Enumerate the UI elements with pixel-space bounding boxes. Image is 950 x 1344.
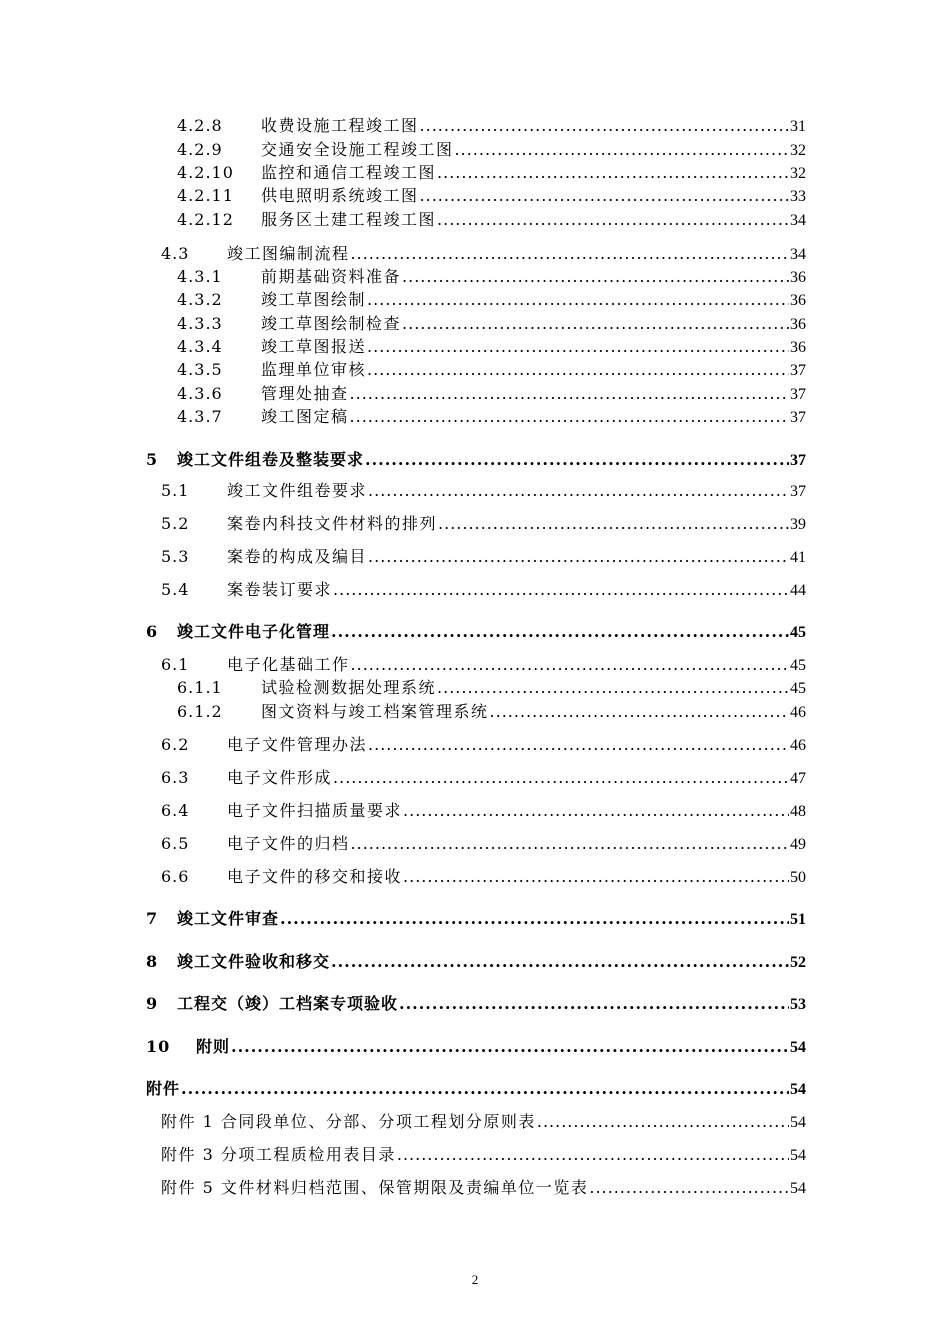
toc-entry-title: 前期基础资料准备 xyxy=(261,267,402,286)
toc-entry-page: 45 xyxy=(790,680,806,697)
toc-entry-number: 4.3.2 xyxy=(177,290,223,309)
toc-entry-number: 4.3 xyxy=(161,244,190,263)
toc-entry-title: 服务区土建工程竣工图 xyxy=(261,210,437,229)
toc-entry-title: 竣工草图绘制检查 xyxy=(261,314,402,333)
toc-entry-page: 32 xyxy=(790,142,806,159)
toc-entry[interactable] xyxy=(146,909,806,930)
toc-entry-page: 33 xyxy=(790,188,806,205)
toc-entry[interactable] xyxy=(146,1037,806,1058)
toc-entry-title: 供电照明系统竣工图 xyxy=(261,186,419,205)
toc-dot-leader xyxy=(367,290,789,310)
toc-entry-title: 竣工草图报送 xyxy=(261,337,367,356)
toc-entry[interactable] xyxy=(146,994,806,1015)
toc-dot-leader xyxy=(490,702,789,722)
toc-entry[interactable] xyxy=(177,290,806,311)
toc-dot-leader xyxy=(350,384,789,404)
toc-entry-page: 46 xyxy=(790,704,806,721)
toc-entry[interactable] xyxy=(146,952,806,973)
toc-entry-number: 5.1 xyxy=(161,481,190,500)
toc-entry-number: 6.2 xyxy=(161,735,190,754)
toc-entry-title: 试验检测数据处理系统 xyxy=(261,678,437,697)
toc-dot-leader xyxy=(181,1079,789,1099)
toc-dot-leader xyxy=(403,867,789,887)
toc-entry[interactable] xyxy=(161,547,806,568)
toc-entry-page: 32 xyxy=(790,165,806,182)
toc-entry-page: 34 xyxy=(790,246,806,263)
toc-entry-number: 5 xyxy=(146,450,159,469)
toc-entry-number: 10 xyxy=(146,1037,171,1056)
toc-entry[interactable] xyxy=(161,1178,806,1199)
toc-entry-page: 36 xyxy=(790,292,806,309)
toc-entry-number: 4.3.3 xyxy=(177,314,223,333)
toc-entry-title: 附则 xyxy=(196,1037,231,1056)
toc-entry[interactable] xyxy=(161,514,806,535)
toc-entry-title: 竣工文件验收和移交 xyxy=(177,952,331,971)
toc-dot-leader xyxy=(365,450,789,470)
toc-entry-page: 50 xyxy=(790,869,806,886)
toc-entry-number: 4.2.8 xyxy=(177,116,223,135)
toc-entry-title: 附件 1 合同段单位、分部、分项工程划分原则表 xyxy=(161,1112,536,1131)
toc-dot-leader xyxy=(399,994,789,1014)
toc-entry-page: 54 xyxy=(790,1081,806,1098)
toc-entry-number: 6 xyxy=(146,622,159,641)
toc-entry-number: 6.6 xyxy=(161,867,190,886)
toc-entry-title: 案卷装订要求 xyxy=(227,580,333,599)
toc-dot-leader xyxy=(437,163,789,183)
toc-dot-leader xyxy=(438,514,789,534)
toc-dot-leader xyxy=(537,1112,789,1132)
toc-entry-page: 47 xyxy=(790,770,806,787)
toc-entry[interactable] xyxy=(177,140,806,161)
toc-entry-number: 6.3 xyxy=(161,768,190,787)
toc-dot-leader xyxy=(437,678,789,698)
toc-dot-leader xyxy=(367,337,789,357)
toc-entry-title: 竣工图编制流程 xyxy=(227,244,350,263)
toc-dot-leader xyxy=(331,952,789,972)
toc-entry-page: 48 xyxy=(790,803,806,820)
toc-entry-page: 37 xyxy=(790,386,806,403)
toc-entry[interactable] xyxy=(161,735,806,756)
toc-dot-leader xyxy=(367,360,789,380)
toc-dot-leader xyxy=(402,267,789,287)
page-number: 2 xyxy=(471,1272,479,1287)
toc-entry[interactable] xyxy=(177,678,806,699)
toc-entry-title: 监控和通信工程竣工图 xyxy=(261,163,437,182)
toc-entry[interactable] xyxy=(177,337,806,358)
toc-entry-title: 收费设施工程竣工图 xyxy=(261,116,419,135)
toc-entry-page: 54 xyxy=(790,1180,806,1197)
toc-entry[interactable] xyxy=(161,834,806,855)
toc-entry-title: 竣工文件电子化管理 xyxy=(177,622,331,641)
toc-entry-title: 电子文件扫描质量要求 xyxy=(227,801,403,820)
toc-entry[interactable] xyxy=(177,267,806,288)
toc-dot-leader xyxy=(437,210,789,230)
toc-entry-number: 4.3.7 xyxy=(177,407,223,426)
toc-entry[interactable] xyxy=(146,1079,806,1100)
toc-entry-title: 电子文件管理办法 xyxy=(227,735,368,754)
toc-entry-page: 49 xyxy=(790,836,806,853)
toc-entry[interactable] xyxy=(177,116,806,137)
toc-dot-leader xyxy=(333,768,789,788)
toc-entry[interactable] xyxy=(161,655,806,676)
toc-entry-page: 45 xyxy=(790,624,806,641)
toc-entry-page: 54 xyxy=(790,1147,806,1164)
toc-entry-page: 37 xyxy=(790,483,806,500)
toc-dot-leader xyxy=(402,314,789,334)
toc-entry[interactable] xyxy=(177,702,806,723)
toc-entry-page: 36 xyxy=(790,339,806,356)
toc-entry-title: 竣工图定稿 xyxy=(261,407,349,426)
toc-entry-page: 53 xyxy=(790,996,806,1013)
toc-entry-number: 4.3.1 xyxy=(177,267,223,286)
toc-dot-leader xyxy=(420,186,789,206)
toc-entry-page: 45 xyxy=(790,657,806,674)
toc-entry-number: 5.3 xyxy=(161,547,190,566)
toc-entry-number: 9 xyxy=(146,994,159,1013)
toc-entry-title: 附件 5 文件材料归档范围、保管期限及责编单位一览表 xyxy=(161,1178,589,1197)
toc-entry-title: 竣工文件组卷要求 xyxy=(227,481,368,500)
toc-dot-leader xyxy=(589,1178,789,1198)
toc-entry-page: 41 xyxy=(790,549,806,566)
toc-entry[interactable] xyxy=(146,450,806,471)
toc-entry-number: 5.4 xyxy=(161,580,190,599)
toc-entry-page: 34 xyxy=(790,212,806,229)
toc-dot-leader xyxy=(455,140,789,160)
toc-entry[interactable] xyxy=(161,867,806,888)
toc-dot-leader xyxy=(368,547,789,567)
toc-entry[interactable] xyxy=(161,1145,806,1166)
toc-entry-number: 6.5 xyxy=(161,834,190,853)
toc-entry-number: 6.4 xyxy=(161,801,190,820)
toc-entry-title: 工程交（竣）工档案专项验收 xyxy=(177,994,399,1013)
toc-dot-leader xyxy=(351,655,789,675)
toc-entry[interactable] xyxy=(177,314,806,335)
toc-entry-title: 附件 xyxy=(146,1079,181,1098)
toc-entry-title: 电子文件的移交和接收 xyxy=(227,867,403,886)
toc-dot-leader xyxy=(231,1037,789,1057)
toc-dot-leader xyxy=(368,735,789,755)
toc-entry-number: 6.1.1 xyxy=(177,678,223,697)
toc-dot-leader xyxy=(331,622,789,642)
toc-entry[interactable] xyxy=(177,360,806,381)
toc-entry-page: 37 xyxy=(790,362,806,379)
toc-dot-leader xyxy=(333,580,789,600)
toc-entry-title: 电子文件形成 xyxy=(227,768,333,787)
toc-entry[interactable] xyxy=(177,210,806,231)
toc-entry-number: 4.2.11 xyxy=(177,186,234,205)
toc-dot-leader xyxy=(397,1145,789,1165)
toc-entry-title: 案卷内科技文件材料的排列 xyxy=(227,514,438,533)
toc-entry-page: 36 xyxy=(790,316,806,333)
toc-entry-title: 案卷的构成及编目 xyxy=(227,547,368,566)
toc-entry-page: 37 xyxy=(790,409,806,426)
toc-entry-page: 36 xyxy=(790,269,806,286)
toc-entry[interactable] xyxy=(161,481,806,502)
toc-entry-title: 交通安全设施工程竣工图 xyxy=(261,140,454,159)
toc-entry-title: 电子文件的归档 xyxy=(227,834,350,853)
toc-entry-title: 竣工文件组卷及整装要求 xyxy=(177,450,365,469)
toc-entry[interactable] xyxy=(177,163,806,184)
toc-entry-page: 46 xyxy=(790,737,806,754)
toc-entry-title: 竣工文件审查 xyxy=(177,909,280,928)
toc-entry-title: 附件 3 分项工程质检用表目录 xyxy=(161,1145,396,1164)
toc-entry-number: 4.2.10 xyxy=(177,163,234,182)
toc-entry-number: 7 xyxy=(146,909,159,928)
toc-entry-page: 52 xyxy=(790,954,806,971)
toc-entry-page: 54 xyxy=(790,1039,806,1056)
toc-entry-page: 39 xyxy=(790,516,806,533)
toc-entry[interactable] xyxy=(177,186,806,207)
toc-entry-title: 电子化基础工作 xyxy=(227,655,350,674)
toc-entry-number: 4.2.9 xyxy=(177,140,223,159)
toc-entry-number: 4.3.5 xyxy=(177,360,223,379)
toc-entry[interactable] xyxy=(161,244,806,265)
toc-entry-number: 6.1 xyxy=(161,655,190,674)
toc-dot-leader xyxy=(420,116,789,136)
toc-dot-leader xyxy=(368,481,789,501)
toc-entry[interactable] xyxy=(146,622,806,643)
toc-dot-leader xyxy=(350,407,789,427)
toc-entry-title: 竣工草图绘制 xyxy=(261,290,367,309)
toc-entry-number: 4.3.6 xyxy=(177,384,223,403)
toc-entry-page: 37 xyxy=(790,452,806,469)
toc-entry-number: 5.2 xyxy=(161,514,190,533)
toc-dot-leader xyxy=(351,244,789,264)
toc-entry[interactable] xyxy=(177,384,806,405)
toc-entry-number: 4.2.12 xyxy=(177,210,234,229)
toc-dot-leader xyxy=(403,801,789,821)
toc-entry-number: 8 xyxy=(146,952,159,971)
toc-entry-title: 管理处抽查 xyxy=(261,384,349,403)
toc-entry[interactable] xyxy=(177,407,806,428)
toc-entry-title: 监理单位审核 xyxy=(261,360,367,379)
toc-entry[interactable] xyxy=(161,1112,806,1133)
toc-entry-page: 44 xyxy=(790,582,806,599)
toc-entry-page: 51 xyxy=(790,911,806,928)
toc-dot-leader xyxy=(280,909,789,929)
toc-entry-page: 54 xyxy=(790,1114,806,1131)
toc-dot-leader xyxy=(351,834,789,854)
toc-entry-number: 6.1.2 xyxy=(177,702,223,721)
toc-entry[interactable] xyxy=(161,580,806,601)
toc-entry-page: 31 xyxy=(790,118,806,135)
toc-entry[interactable] xyxy=(161,801,806,822)
toc-entry-title: 图文资料与竣工档案管理系统 xyxy=(261,702,489,721)
toc-entry[interactable] xyxy=(161,768,806,789)
toc-entry-number: 4.3.4 xyxy=(177,337,223,356)
